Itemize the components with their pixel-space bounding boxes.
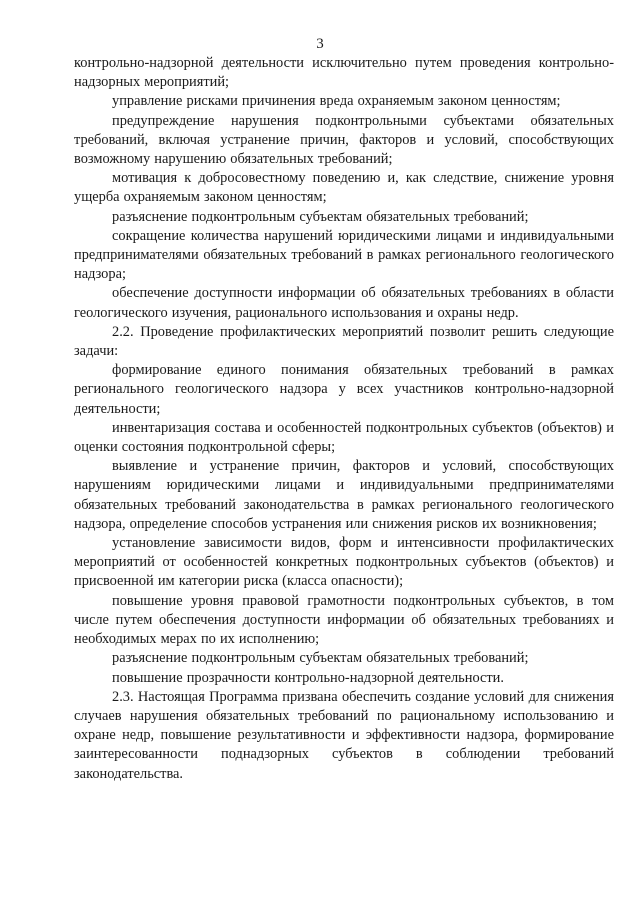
paragraph: контрольно-надзорной деятельности исключительно путем проведения контрольно-надзорных мероприятий; [74,55,614,91]
paragraph: управление рисками причинения вреда охраняемым законом ценностям; [112,93,561,110]
paragraph: инвентаризация состава и особенностей подконтрольных субъектов (объектов) и оценки состояния подконтрольной сферы; [74,419,614,456]
paragraph: сокращение количества нарушений юридическими лицами и индивидуальными предпринимателями обязательных требований в рамках регионального геологического надзора; [74,227,614,283]
paragraph: мотивация к добросовестному поведению и, как следствие, снижение уровня ущерба охраняемым законом ценностям; [74,170,614,206]
paragraph: повышение уровня правовой грамотности подконтрольных субъектов, в том числе путем обеспечения доступности информации об обязательных требованиях и необходимых мерах по их исполнению; [74,592,614,648]
paragraph: повышение прозрачности контрольно-надзорной деятельности. [112,669,504,686]
paragraph: предупреждение нарушения подконтрольными субъектами обязательных требований, включая устранение причин, факторов и условий, способствующих возможному нарушению обязательных требований; [74,112,614,168]
paragraph: установление зависимости видов, форм и интенсивности профилактических мероприятий от особенностей конкретных подконтрольных субъектов (объектов) и присвоенной им категории риска (класса опасности); [74,535,614,590]
section-paragraph: 2.2. Проведение профилактических мероприятий позволит решить следующие задачи: [74,323,614,360]
paragraph: выявление и устранение причин, факторов и условий, способствующих нарушениям юридическими лицами и индивидуальными предпринимателями обязательных требований законодательства в рамках регионального геологического надзора, определение способов устранения или снижения рисков их возникновения; [74,458,614,532]
paragraph: обеспечение доступности информации об обязательных требованиях в области геологического изучения, рационального использования и охраны недр. [74,285,614,321]
paragraph: формирование единого понимания обязательных требований в рамках регионального геологического надзора у всех участников контрольно-надзорной деятельности; [74,362,614,417]
page-number: 3 [316,36,324,52]
paragraph: разъяснение подконтрольным субъектам обязательных требований; [112,650,529,667]
section-paragraph: 2.3. Настоящая Программа призвана обеспечить создание условий для снижения случаев нарушения обязательных требований по рациональному использованию и охране недр, повышение результативности и эффективности надзора, формирование заинтересованности поднадзорных субъектов в соблюдении требований законодательства. [74,688,614,782]
paragraph: разъяснение подконтрольным субъектам обязательных требований; [112,208,529,225]
document-body [74,54,614,784]
